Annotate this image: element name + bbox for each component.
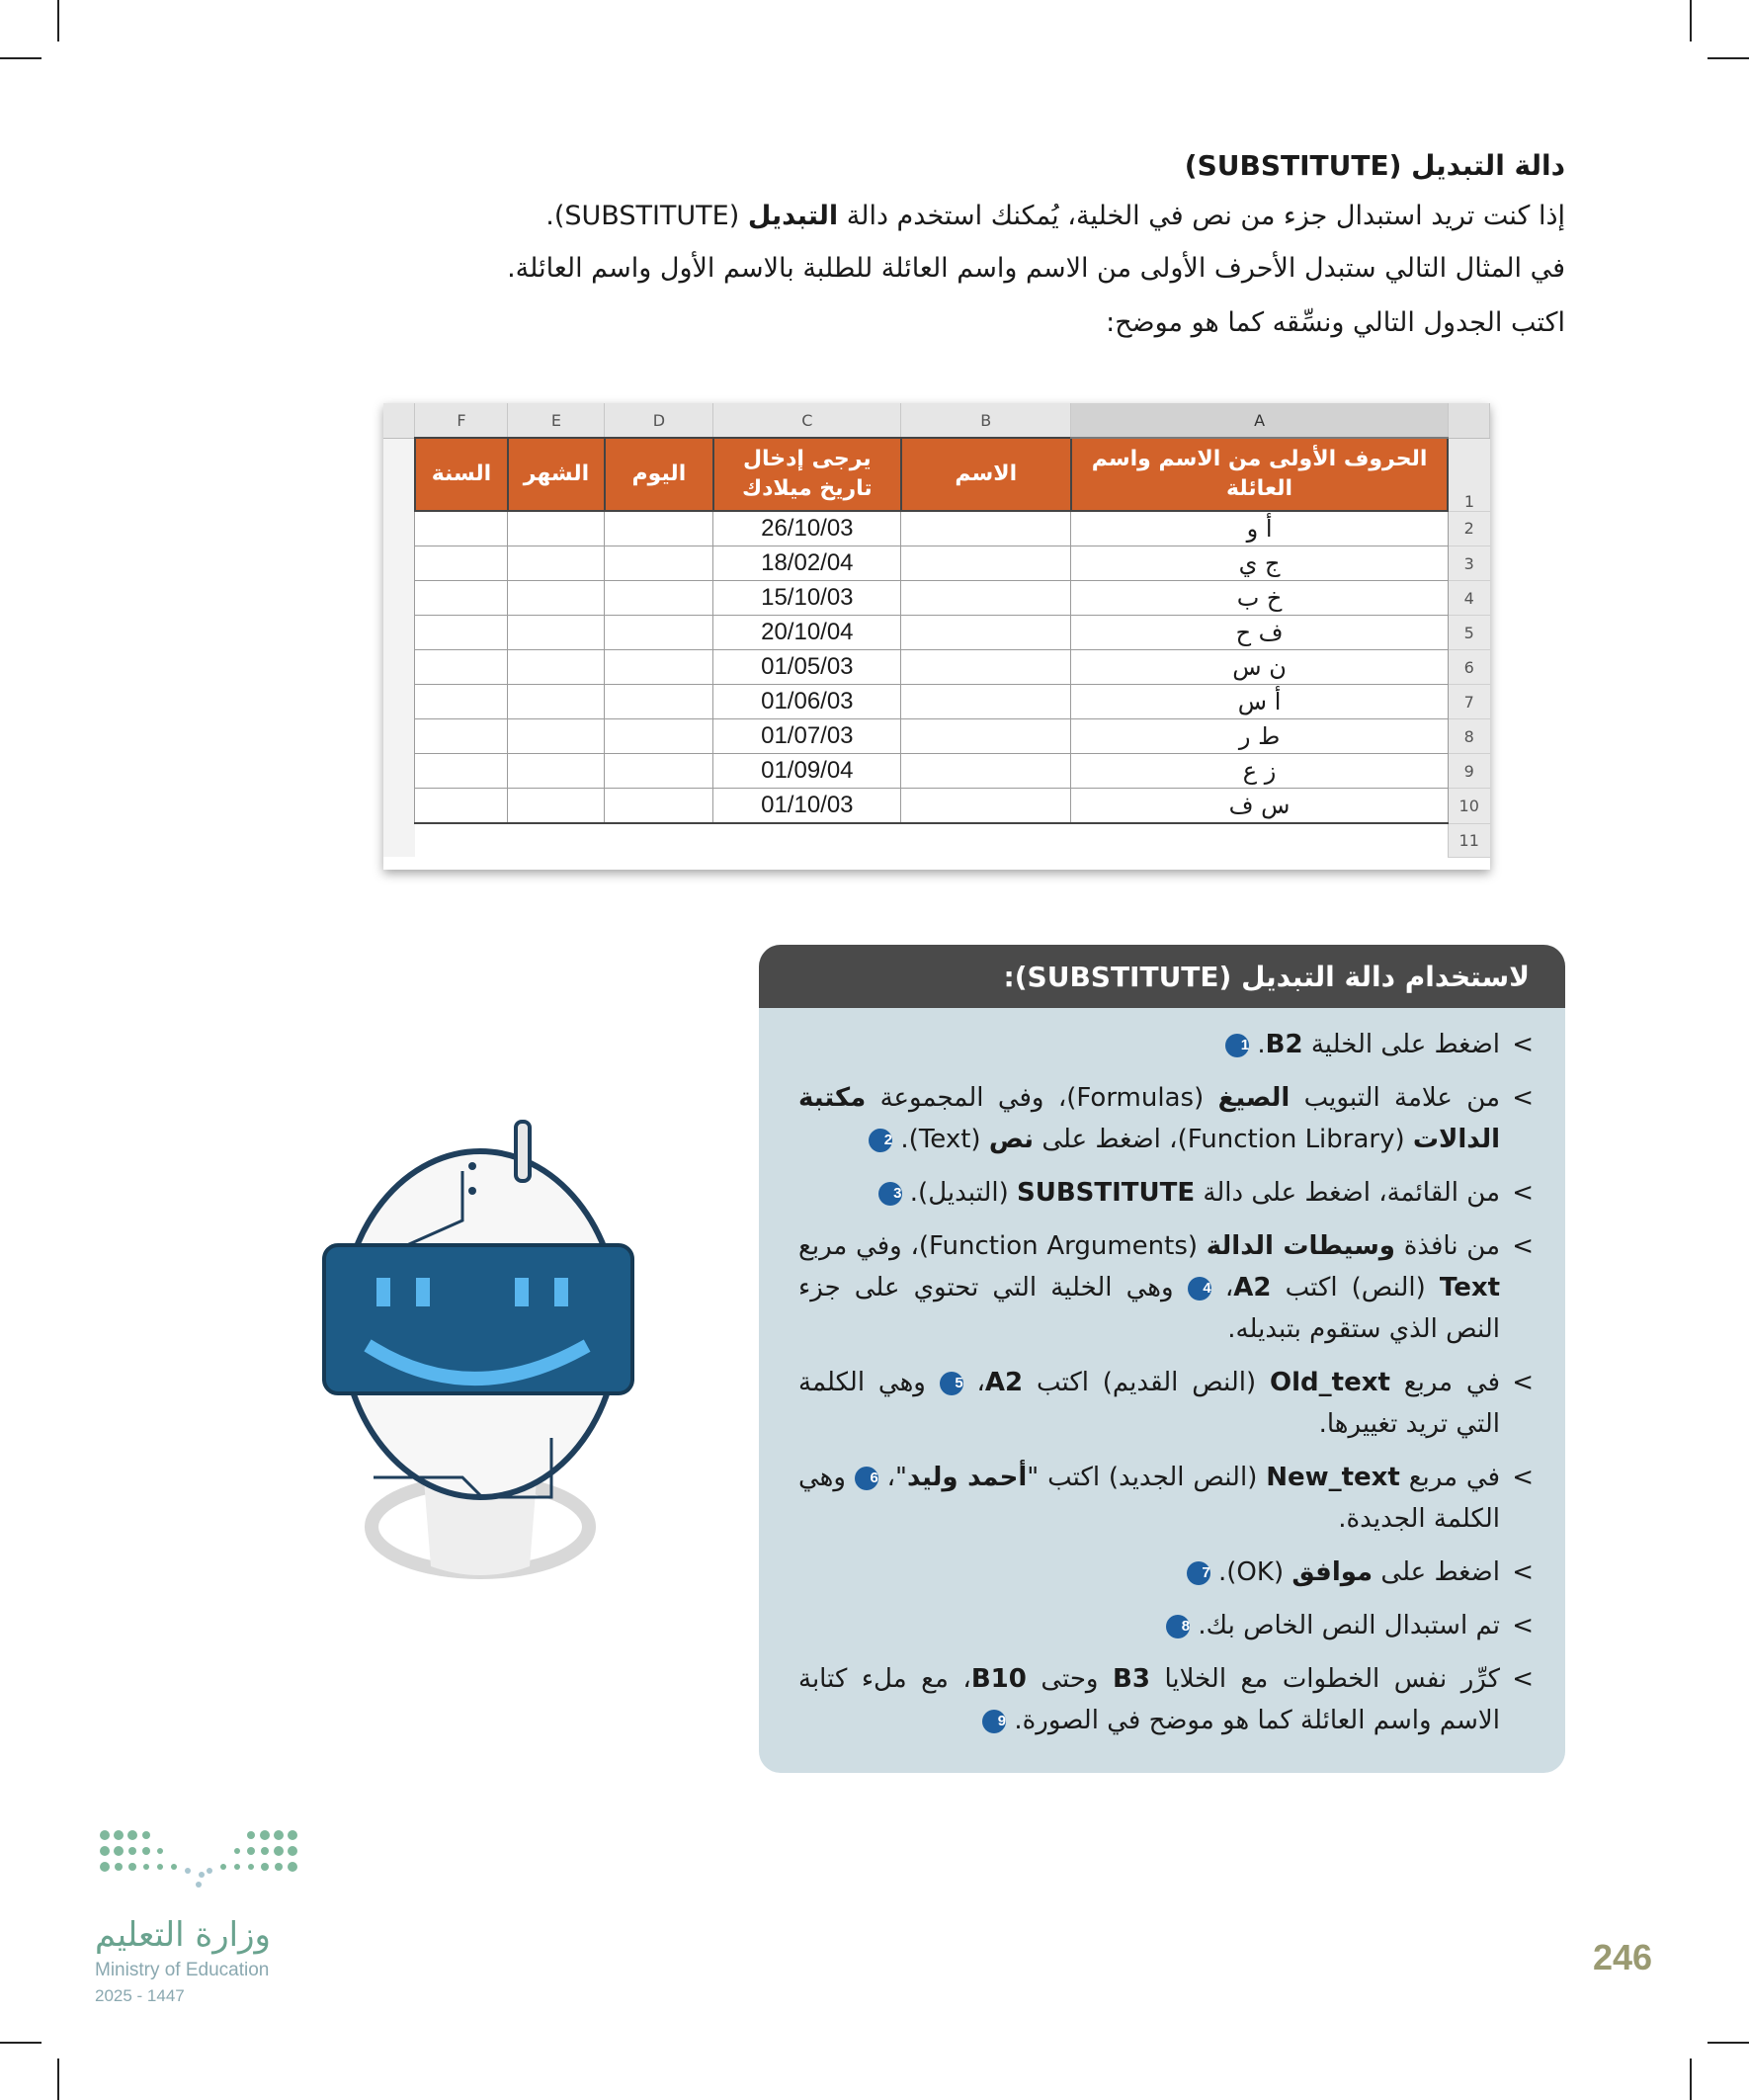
step-arrow: > [1512,1463,1534,1492]
column-letter: B [901,403,1071,438]
date-cell: 01/06/03 [713,685,901,719]
crop-mark [57,0,59,42]
date-cell: 18/02/04 [713,546,901,581]
ministry-name-arabic: وزارة التعليم [95,1915,271,1955]
step-arrow: > [1512,1611,1534,1640]
instructions-box [759,945,1565,1773]
initials-cell: أ س [1071,685,1449,719]
row-number: 5 [1448,616,1489,650]
step-number-badge: 2 [869,1129,892,1152]
table-row [383,650,1490,685]
crop-mark [0,57,42,59]
table-row [383,581,1490,616]
date-cell: 26/10/03 [713,511,901,546]
step-number-badge: 9 [982,1710,1006,1733]
ministry-name-english: Ministry of Education [95,1960,270,1980]
column-letter: A [1071,403,1449,438]
header-cell-year: السنة [415,438,508,511]
crop-mark [1707,2042,1749,2044]
date-cell: 20/10/04 [713,616,901,650]
select-all-corner [1448,403,1489,438]
page-number: 246 [1593,1937,1653,1977]
robot-rivet [468,1187,476,1195]
instructions-title: لاستخدام دالة التبديل (SUBSTITUTE): [759,945,1565,1008]
column-header-row [383,403,1490,438]
row-number: 10 [1448,789,1489,824]
robot-visor [324,1245,632,1393]
date-cell: 01/09/04 [713,754,901,789]
table-header-row [383,438,1490,511]
step-number-badge: 6 [855,1467,878,1490]
crop-mark [1690,0,1692,42]
step-number-badge: 5 [940,1372,963,1395]
column-letter: E [508,403,605,438]
row-number: 8 [1448,719,1489,754]
step-number-badge: 4 [1188,1277,1211,1301]
step-item: > من نافذة وسيطات الدالة (Function Arguments)، وفي مربع Text (النص) اكتب A2، 4 وهي الخلية التي تحتوي على جزء النص الذي ستقوم بتبديله. [798,1225,1536,1350]
header-cell-name: الاسم [901,438,1071,511]
step-item: > كرِّر نفس الخطوات مع الخلايا B3 وحتى B10، مع ملء كتابة الاسم واسم العائلة كما هو موضح في الصورة. 9 [798,1658,1536,1741]
table-row [383,546,1490,581]
intro-paragraph-2: في المثال التالي ستبدل الأحرف الأولى من الاسم واسم العائلة للطلبة بالاسم الأول واسم العائلة. [507,253,1565,284]
header-cell-month: الشهر [508,438,605,511]
row-number: 9 [1448,754,1489,789]
spreadsheet-screenshot [383,403,1490,870]
crop-mark [0,2042,42,2044]
initials-cell: ج ي [1071,546,1449,581]
step-number-badge: 8 [1166,1615,1190,1638]
step-arrow: > [1512,1557,1534,1587]
initials-cell: ف ح [1071,616,1449,650]
date-cell: 01/07/03 [713,719,901,754]
step-arrow: > [1512,1664,1534,1694]
crop-mark [1707,57,1749,59]
initials-cell: ز ع [1071,754,1449,789]
header-cell-initials: الحروف الأولى من الاسم واسم العائلة [1071,438,1449,511]
step-item: > اضغط على موافق (OK). 7 [798,1552,1536,1593]
crop-mark [1690,2058,1692,2100]
ministry-logo-dots-icon [95,1823,312,1902]
section-heading: دالة التبديل (SUBSTITUTE) [1184,149,1565,182]
step-item: > في مربع Old_text (النص القديم) اكتب A2، 5 وهي الكلمة التي تريد تغييرها. [798,1362,1536,1445]
column-letter: F [415,403,508,438]
initials-cell: أ و [1071,511,1449,546]
ministry-year: 2025 - 1447 [95,1986,185,2005]
step-arrow: > [1512,1231,1534,1261]
date-cell: 01/05/03 [713,650,901,685]
table-row [383,719,1490,754]
crop-mark [57,2058,59,2100]
step-number-badge: 3 [878,1182,902,1206]
header-cell-day: اليوم [605,438,713,511]
table-row [383,511,1490,546]
date-cell: 01/10/03 [713,789,901,824]
step-item: > من علامة التبويب الصيغ (Formulas)، وفي المجموعة مكتبة الدالات (Function Library)، اضغط على نص (Text). 2 [798,1077,1536,1160]
step-item: > اضغط على الخلية B2. 1 [798,1024,1536,1065]
table-row [383,754,1490,789]
table-row [383,789,1490,824]
table-row [383,685,1490,719]
column-letter: D [605,403,713,438]
column-letter: C [713,403,901,438]
row-number: 1 [1448,438,1489,511]
step-arrow: > [1512,1178,1534,1208]
step-item: > تم استبدال النص الخاص بك. 8 [798,1605,1536,1646]
step-item: > في مربع New_text (النص الجديد) اكتب "أحمد وليد"، 6 وهي الكلمة الجديدة. [798,1457,1536,1540]
date-cell: 15/10/03 [713,581,901,616]
robot-rivet [468,1162,476,1170]
step-arrow: > [1512,1030,1534,1059]
intro-paragraph-3: اكتب الجدول التالي ونسِّقه كما هو موضح: [1106,307,1565,338]
header-cell-birthdate: يرجى إدخال تاريخ ميلادك [713,438,901,511]
initials-cell: ط ر [1071,719,1449,754]
row-number: 11 [1448,823,1489,857]
initials-cell: خ ب [1071,581,1449,616]
step-arrow: > [1512,1083,1534,1113]
robot-antenna [516,1122,530,1181]
row-number: 4 [1448,581,1489,616]
row-number: 3 [1448,546,1489,581]
robot-illustration [314,1112,650,1606]
row-number: 6 [1448,650,1489,685]
step-number-badge: 7 [1187,1561,1210,1585]
step-item: > من القائمة، اضغط على دالة SUBSTITUTE (التبديل). 3 [798,1172,1536,1214]
step-arrow: > [1512,1368,1534,1397]
step-number-badge: 1 [1225,1034,1249,1057]
table-row [383,823,1490,857]
row-number: 2 [1448,511,1489,546]
initials-cell: س ف [1071,789,1449,824]
initials-cell: ن س [1071,650,1449,685]
row-number: 7 [1448,685,1489,719]
table-row [383,616,1490,650]
intro-paragraph-1: إذا كنت تريد استبدال جزء من نص في الخلية، يُمكنك استخدم دالة التبديل (SUBSTITUTE). [545,201,1565,231]
